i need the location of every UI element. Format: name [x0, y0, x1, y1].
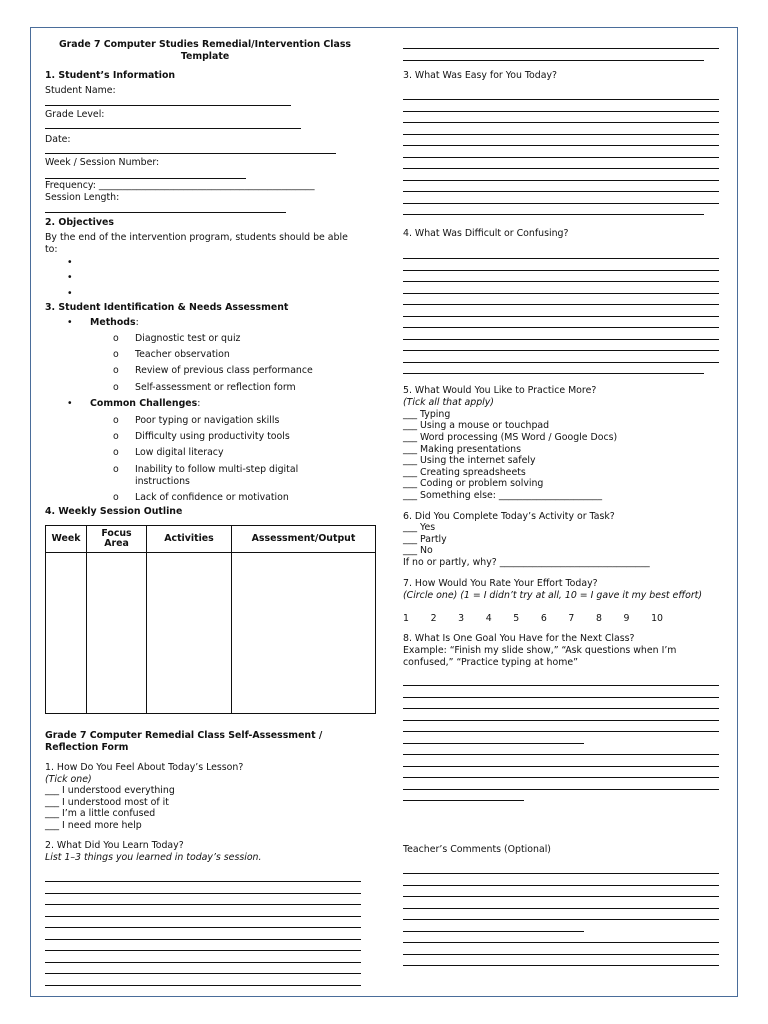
challenge-marker-1: o: [113, 415, 119, 426]
answer-line[interactable]: [403, 60, 704, 61]
q1-option-2[interactable]: ___ I understood most of it: [45, 797, 169, 808]
document-title: Grade 7 Computer Studies Remedial/Intervention Class Template: [58, 39, 352, 62]
q5-option-4[interactable]: ___ Making presentations: [403, 444, 522, 455]
rating-5[interactable]: 5: [513, 613, 520, 624]
rating-2[interactable]: 2: [430, 613, 437, 624]
answer-line[interactable]: [45, 904, 361, 905]
grade-level-label: Grade Level:: [45, 109, 105, 120]
answer-line[interactable]: [403, 214, 704, 215]
answer-line[interactable]: [403, 373, 704, 374]
q5-option-2[interactable]: ___ Using a mouse or touchpad: [403, 420, 550, 431]
q6-option-partly[interactable]: ___ Partly: [403, 534, 447, 545]
answer-line[interactable]: [403, 48, 719, 49]
week-session-label: Week / Session Number:: [45, 157, 160, 168]
answer-line[interactable]: [403, 304, 719, 305]
objective-bullet-3: •: [67, 288, 73, 299]
answer-line[interactable]: [403, 720, 719, 721]
rating-8[interactable]: 8: [595, 613, 602, 624]
answer-line[interactable]: [403, 743, 584, 744]
challenges-label-text: Common Challenges: [90, 398, 198, 409]
session-length-line[interactable]: [45, 212, 286, 213]
table-header-row: [46, 526, 376, 553]
reflection-form-title: Grade 7 Computer Remedial Class Self-Assessment / Reflection Form: [45, 730, 323, 753]
answer-line[interactable]: [403, 180, 719, 181]
answer-line[interactable]: [403, 896, 719, 897]
answer-line[interactable]: [403, 134, 719, 135]
methods-marker-1: o: [113, 333, 119, 344]
challenge-marker-2: o: [113, 431, 119, 442]
q1-option-4[interactable]: ___ I need more help: [45, 820, 142, 831]
answer-line[interactable]: [45, 962, 361, 963]
answer-line[interactable]: [403, 362, 719, 363]
q5-option-7[interactable]: ___ Coding or problem solving: [403, 478, 544, 489]
answer-line[interactable]: [403, 685, 719, 686]
q7-rating-scale: [403, 613, 663, 625]
method-item-1: Diagnostic test or quiz: [135, 333, 241, 344]
rating-7[interactable]: 7: [568, 613, 575, 624]
cell-assessment[interactable]: [232, 553, 376, 714]
answer-line[interactable]: [403, 954, 719, 955]
table-row: [46, 553, 376, 714]
q5-option-3[interactable]: ___ Word processing (MS Word / Google Docs): [403, 432, 618, 443]
document-page: [30, 27, 738, 997]
methods-bullet: •: [67, 317, 73, 328]
answer-line[interactable]: [45, 927, 361, 928]
answer-line[interactable]: [403, 145, 719, 146]
rating-1[interactable]: 1: [403, 613, 409, 624]
answer-line[interactable]: [403, 919, 719, 920]
q5-option-1[interactable]: ___ Typing: [403, 409, 451, 420]
objective-bullet-1: •: [67, 257, 73, 268]
answer-line[interactable]: [403, 122, 719, 123]
answer-line[interactable]: [403, 316, 719, 317]
teacher-comments-lines[interactable]: [403, 873, 719, 977]
methods-marker-2: o: [113, 349, 119, 360]
methods-colon: :: [135, 317, 139, 328]
q1-option-3[interactable]: ___ I’m a little confused: [45, 808, 156, 819]
answer-line[interactable]: [403, 708, 719, 709]
student-name-label: Student Name:: [45, 85, 116, 96]
student-name-line[interactable]: [45, 105, 291, 106]
col-week: Week: [46, 526, 87, 553]
answer-line[interactable]: [45, 985, 361, 986]
rating-9[interactable]: 9: [623, 613, 630, 624]
q1-option-1[interactable]: ___ I understood everything: [45, 785, 175, 796]
answer-line[interactable]: [403, 327, 719, 328]
method-item-4: Self-assessment or reflection form: [135, 382, 296, 393]
methods-marker-4: o: [113, 382, 119, 393]
answer-line[interactable]: [45, 893, 361, 894]
q5-heading: 5. What Would You Like to Practice More?: [403, 385, 597, 396]
rating-10[interactable]: 10: [651, 613, 663, 624]
answer-line[interactable]: [45, 973, 361, 974]
q3-heading: 3. What Was Easy for You Today?: [403, 70, 557, 81]
q5-note: (Tick all that apply): [403, 397, 494, 408]
section-2-heading: 2. Objectives: [45, 217, 114, 228]
q8-example: Example: “Finish my slide show,” “Ask questions when I’m confused,” “Practice typing at home”: [403, 645, 677, 668]
challenge-marker-5: o: [113, 492, 119, 503]
methods-label: [90, 317, 139, 329]
answer-line[interactable]: [403, 777, 719, 778]
q1-heading: 1. How Do You Feel About Today’s Lesson?: [45, 762, 244, 773]
weekly-session-table: [45, 525, 376, 714]
answer-line[interactable]: [45, 939, 361, 940]
challenges-bullet: •: [67, 398, 73, 409]
answer-line[interactable]: [403, 203, 719, 204]
challenge-item-3: Low digital literacy: [135, 447, 224, 458]
q7-note: (Circle one) (1 = I didn’t try at all, 10 = I gave it my best effort): [403, 590, 703, 601]
q6-option-no[interactable]: ___ No: [403, 545, 433, 556]
date-label: Date:: [45, 134, 71, 145]
answer-line[interactable]: [403, 339, 719, 340]
objectives-intro: By the end of the intervention program, students should be able to:: [45, 232, 348, 255]
rating-6[interactable]: 6: [540, 613, 547, 624]
q6-option-yes[interactable]: ___ Yes: [403, 522, 436, 533]
answer-line[interactable]: [403, 258, 719, 259]
answer-line[interactable]: [403, 965, 719, 966]
q8-answer-lines[interactable]: [403, 685, 719, 812]
session-length-label: Session Length:: [45, 192, 120, 203]
method-item-2: Teacher observation: [135, 349, 230, 360]
top-continued-lines[interactable]: [403, 48, 719, 71]
q1-note: (Tick one): [45, 774, 92, 785]
challenge-marker-3: o: [113, 447, 119, 458]
col-activities: Activities: [147, 526, 232, 553]
col-focus-area: Focus Area: [87, 526, 147, 553]
answer-line[interactable]: [403, 873, 719, 874]
date-line[interactable]: [45, 153, 336, 154]
answer-line[interactable]: [403, 270, 719, 271]
answer-line[interactable]: [45, 916, 361, 917]
answer-line[interactable]: [403, 885, 719, 886]
col-assessment: Assessment/Output: [232, 526, 376, 553]
challenge-item-4: Inability to follow multi-step digital instructions: [135, 464, 299, 487]
challenge-item-2: Difficulty using productivity tools: [135, 431, 290, 442]
challenge-item-5: Lack of confidence or motivation: [135, 492, 289, 503]
q7-heading: 7. How Would You Rate Your Effort Today?: [403, 578, 598, 589]
challenge-item-1: Poor typing or navigation skills: [135, 415, 280, 426]
answer-line[interactable]: [403, 168, 719, 169]
answer-line[interactable]: [45, 950, 361, 951]
cell-activities[interactable]: [147, 553, 232, 714]
answer-line[interactable]: [403, 766, 719, 767]
answer-line[interactable]: [403, 350, 719, 351]
q3-answer-lines[interactable]: [403, 99, 719, 226]
section-3-heading: 3. Student Identification & Needs Assessment: [45, 302, 289, 313]
answer-line[interactable]: [403, 800, 524, 801]
q4-answer-lines[interactable]: [403, 258, 719, 385]
answer-line[interactable]: [403, 789, 719, 790]
answer-line[interactable]: [45, 881, 361, 882]
answer-line[interactable]: [403, 942, 719, 943]
method-item-3: Review of previous class performance: [135, 365, 313, 376]
q2-heading: 2. What Did You Learn Today?: [45, 840, 184, 851]
answer-line[interactable]: [403, 157, 719, 158]
q6-heading: 6. Did You Complete Today’s Activity or Task?: [403, 511, 615, 522]
frequency-field[interactable]: Frequency: ______________________________________________: [45, 180, 315, 191]
q4-heading: 4. What Was Difficult or Confusing?: [403, 228, 569, 239]
answer-line[interactable]: [403, 908, 719, 909]
rating-4[interactable]: 4: [485, 613, 492, 624]
answer-line[interactable]: [403, 731, 719, 732]
answer-line[interactable]: [403, 281, 719, 282]
cell-focus-area[interactable]: [87, 553, 147, 714]
answer-line[interactable]: [403, 931, 584, 932]
week-session-line[interactable]: [45, 178, 246, 179]
challenges-label: [90, 398, 200, 410]
q5-option-6[interactable]: ___ Creating spreadsheets: [403, 467, 526, 478]
q8-heading: 8. What Is One Goal You Have for the Next Class?: [403, 633, 635, 644]
answer-line[interactable]: [403, 697, 719, 698]
q2-answer-lines[interactable]: [45, 881, 361, 996]
challenges-colon: :: [197, 398, 201, 409]
methods-marker-3: o: [113, 365, 119, 376]
answer-line[interactable]: [403, 99, 719, 100]
section-4-heading: 4. Weekly Session Outline: [45, 506, 183, 517]
q2-note: List 1–3 things you learned in today’s session.: [45, 852, 262, 863]
cell-week[interactable]: [46, 553, 87, 714]
grade-level-line[interactable]: [45, 128, 301, 129]
answer-line[interactable]: [403, 293, 719, 294]
rating-3[interactable]: 3: [458, 613, 465, 624]
answer-line[interactable]: [403, 191, 719, 192]
objective-bullet-2: •: [67, 272, 73, 283]
methods-label-text: Methods: [90, 317, 136, 328]
q6-why-field[interactable]: If no or partly, why? ________________________________: [403, 557, 650, 568]
answer-line[interactable]: [403, 111, 719, 112]
q5-option-5[interactable]: ___ Using the internet safely: [403, 455, 536, 466]
teacher-comments-heading: Teacher’s Comments (Optional): [403, 844, 551, 855]
q5-option-8[interactable]: ___ Something else: ______________________: [403, 490, 603, 501]
section-1-heading: 1. Student’s Information: [45, 70, 176, 81]
challenge-marker-4: o: [113, 464, 119, 475]
answer-line[interactable]: [403, 754, 719, 755]
